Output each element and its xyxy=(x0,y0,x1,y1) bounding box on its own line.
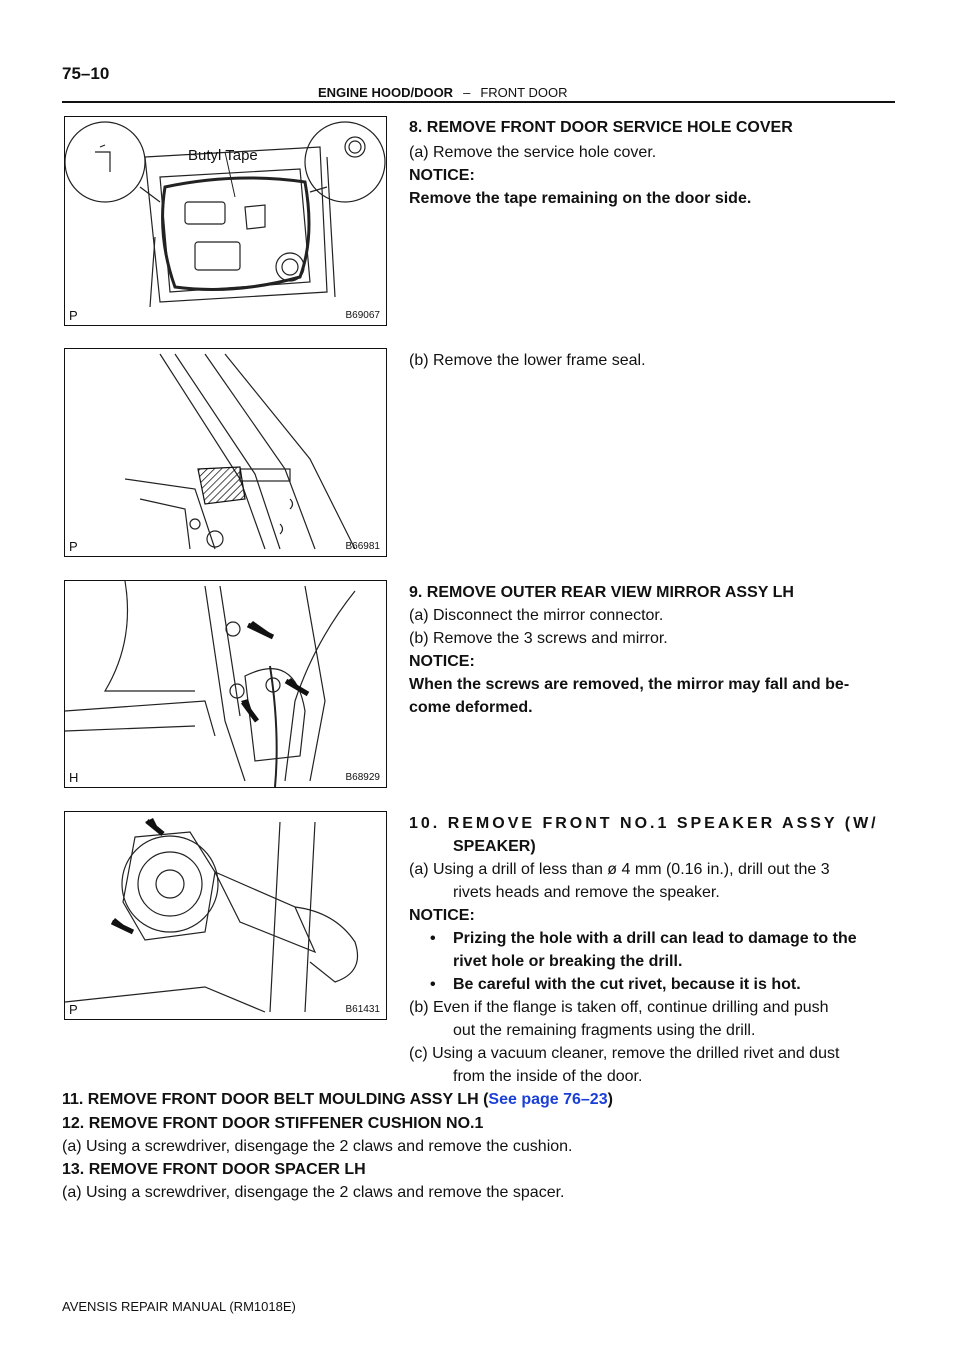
step-9a: (a) Disconnect the mirror connector. xyxy=(409,607,664,624)
header-rule xyxy=(62,101,895,103)
mirror-removal-illustration xyxy=(65,581,386,787)
figure-letter: H xyxy=(69,770,79,785)
page-number: 75–10 xyxy=(62,64,110,83)
figure-letter: P xyxy=(69,308,78,323)
figure-code: B68929 xyxy=(345,772,380,783)
figure-code: B61431 xyxy=(345,1004,380,1015)
section-title: ENGINE HOOD/DOOR xyxy=(318,85,454,100)
lower-frame-seal-illustration xyxy=(65,349,386,556)
step-10-bullet1-line2: rivet hole or breaking the drill. xyxy=(453,953,683,970)
step-13a: (a) Using a screwdriver, disengage the 2 claws and remove the spacer. xyxy=(62,1184,565,1201)
running-header xyxy=(318,85,567,100)
figure-speaker-drilling xyxy=(64,811,387,1020)
step-10c-line2: from the inside of the door. xyxy=(453,1068,643,1085)
step-9-notice-line1: When the screws are removed, the mirror may fall and be- xyxy=(409,676,850,693)
step-11-title xyxy=(62,1089,613,1110)
step-10a-line2: rivets heads and remove the speaker. xyxy=(453,884,720,901)
subsection-title: FRONT DOOR xyxy=(480,85,568,100)
step-10b-line2: out the remaining fragments using the drill. xyxy=(453,1022,756,1039)
figure-mirror-screws xyxy=(64,580,387,788)
step-10-title-line2: SPEAKER) xyxy=(453,838,536,855)
step-8-notice-text: Remove the tape remaining on the door side. xyxy=(409,190,752,207)
step-13-title: 13. REMOVE FRONT DOOR SPACER LH xyxy=(62,1161,366,1178)
figure-lower-frame-seal xyxy=(64,348,387,557)
step-9b: (b) Remove the 3 screws and mirror. xyxy=(409,630,668,647)
step-8-notice: NOTICE: xyxy=(409,167,475,184)
butyl-tape-label: Butyl Tape xyxy=(188,147,258,164)
step-10-bullet2 xyxy=(430,974,436,995)
step-8-title: 8. REMOVE FRONT DOOR SERVICE HOLE COVER xyxy=(409,119,793,136)
step-9-notice-line2: come deformed. xyxy=(409,699,533,716)
bullet-icon: • xyxy=(430,976,436,993)
figure-code: B66981 xyxy=(345,541,380,552)
step-11-title-text: 11. REMOVE FRONT DOOR BELT MOULDING ASSY LH ( xyxy=(62,1091,489,1108)
step-10a-line1: (a) Using a drill of less than ø 4 mm (0.16 in.), drill out the 3 xyxy=(409,861,830,878)
step-9-notice: NOTICE: xyxy=(409,653,475,670)
bullet-icon: • xyxy=(430,930,436,947)
step-10b-line1: (b) Even if the flange is taken off, continue drilling and push xyxy=(409,999,829,1016)
header-separator: – xyxy=(463,85,471,100)
figure-code: B69067 xyxy=(345,310,380,321)
figure-letter: P xyxy=(69,1002,78,1017)
footer-manual-id: AVENSIS REPAIR MANUAL (RM1018E) xyxy=(62,1299,296,1314)
speaker-drilling-illustration xyxy=(65,812,386,1019)
step-12-title: 12. REMOVE FRONT DOOR STIFFENER CUSHION NO.1 xyxy=(62,1115,484,1132)
step-9-title: 9. REMOVE OUTER REAR VIEW MIRROR ASSY LH xyxy=(409,584,794,601)
step-12a: (a) Using a screwdriver, disengage the 2 claws and remove the cushion. xyxy=(62,1138,573,1155)
step-10-notice: NOTICE: xyxy=(409,907,475,924)
figure-service-hole-cover xyxy=(64,116,387,326)
step-10-bullet2-text: Be careful with the cut rivet, because it is hot. xyxy=(453,976,801,993)
step-11-title-close: ) xyxy=(607,1091,613,1108)
step-10c-line1: (c) Using a vacuum cleaner, remove the drilled rivet and dust xyxy=(409,1045,840,1062)
step-10-bullet1-line1: Prizing the hole with a drill can lead to damage to the xyxy=(453,930,857,947)
figure-letter: P xyxy=(69,539,78,554)
step-8a: (a) Remove the service hole cover. xyxy=(409,144,657,161)
see-page-link[interactable]: See page 76–23 xyxy=(488,1091,608,1108)
step-8b: (b) Remove the lower frame seal. xyxy=(409,352,646,369)
frame-seal-shape xyxy=(198,467,245,504)
step-10-bullet1 xyxy=(430,928,436,949)
step-10-title-line1: 10. REMOVE FRONT NO.1 SPEAKER ASSY (W/ xyxy=(409,815,879,832)
